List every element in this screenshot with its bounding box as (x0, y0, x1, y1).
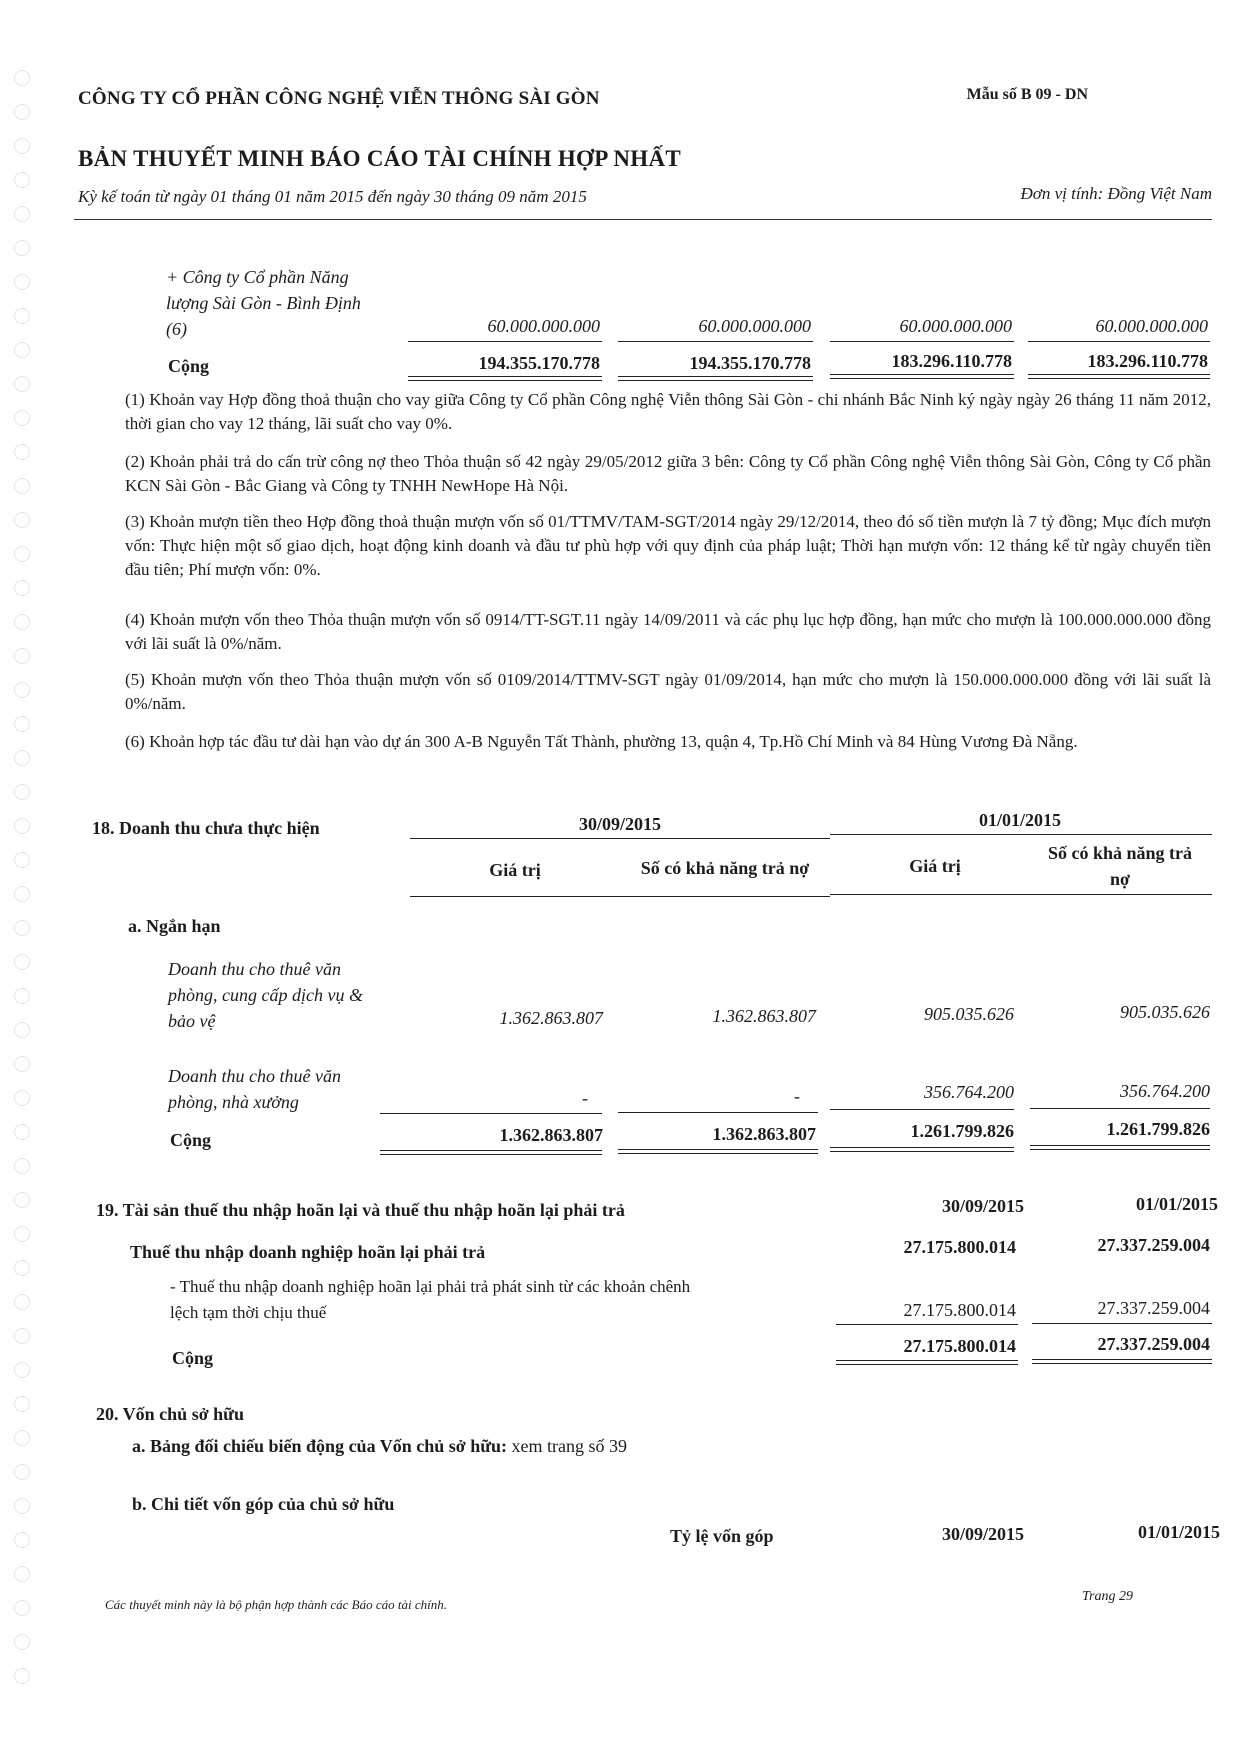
column-header-value: Giá trị (489, 860, 541, 880)
deferred-tax-total-label: Cộng (172, 1348, 214, 1368)
date-header: 01/01/2015 (1137, 1522, 1220, 1542)
footer-note: Các thuyết minh này là bộ phận hợp thành các Báo cáo tài chính. (105, 1597, 447, 1612)
deferred-tax-subtitle: Thuế thu nhập doanh nghiệp hoãn lại phải trả (130, 1242, 486, 1262)
rule (410, 896, 830, 897)
binder-holes (10, 0, 36, 1754)
loan-total-value: 194.355.170.778 (689, 353, 811, 373)
loan-row-value: 60.000.000.000 (487, 316, 600, 336)
revenue-value: 1.362.863.807 (499, 1008, 603, 1028)
double-rule (1032, 1359, 1212, 1364)
loan-row-value: 60.000.000.000 (899, 316, 1012, 336)
date-header: 30/09/2015 (941, 1524, 1024, 1544)
note-6: (6) Khoản hợp tác đầu tư dài hạn vào dự án 300 A-B Nguyễn Tất Thành, phường 13, quận 4, Tp.Hồ Chí Minh và 84 Hùng Vương Đà Nẵng. (125, 732, 1078, 751)
section-20-title: 20. Vốn chủ sở hữu (96, 1404, 244, 1424)
rule (618, 341, 813, 342)
double-rule (380, 1150, 602, 1155)
double-rule (618, 1149, 818, 1154)
form-code: Mẫu số B 09 - DN (966, 86, 1088, 103)
rule (618, 1112, 818, 1113)
date-header: 30/09/2015 (941, 1196, 1024, 1216)
rule (830, 341, 1014, 342)
subsection-short-term: a. Ngắn hạn (128, 916, 221, 936)
column-header-ratio: Tỷ lệ vốn góp (670, 1526, 774, 1546)
section-18-title: 18. Doanh thu chưa thực hiện (92, 818, 320, 838)
double-rule (1030, 1145, 1210, 1150)
period-header: 01/01/2015 (978, 810, 1061, 830)
rule (1030, 1108, 1210, 1109)
loan-total-value: 194.355.170.778 (478, 353, 600, 373)
period-header: 30/09/2015 (578, 814, 661, 834)
rule (380, 1113, 602, 1114)
deferred-tax-value: 27.337.259.004 (1097, 1235, 1210, 1255)
double-rule (836, 1360, 1018, 1365)
date-header: 01/01/2015 (1135, 1194, 1218, 1214)
deferred-tax-item-value: 27.337.259.004 (1097, 1298, 1210, 1318)
column-header-payable: Số có khả năng trả nợ (1047, 843, 1193, 889)
revenue-total-value: 1.261.799.826 (910, 1121, 1014, 1141)
rule (830, 834, 1212, 835)
double-rule (618, 376, 813, 381)
loan-total-label: Cộng (168, 356, 210, 376)
loan-row-label: + Công ty Cổ phần Năng lượng Sài Gòn - Bình Định (6) (166, 267, 361, 339)
revenue-row-label: Doanh thu cho thuê văn phòng, nhà xưởng (168, 1066, 341, 1112)
revenue-value: 905.035.626 (1120, 1002, 1210, 1022)
page-number: Trang 29 (1082, 1589, 1133, 1604)
company-name: CÔNG TY CỔ PHẦN CÔNG NGHỆ VIỄN THÔNG SÀI GÒN (78, 88, 600, 109)
loan-row-value: 60.000.000.000 (698, 316, 811, 336)
header-divider (74, 219, 1212, 220)
currency-unit: Đơn vị tính: Đồng Việt Nam (1020, 184, 1212, 203)
revenue-total-label: Cộng (170, 1130, 212, 1150)
rule (830, 894, 1212, 895)
revenue-total-value: 1.362.863.807 (499, 1125, 603, 1145)
note-3: (3) Khoản mượn tiền theo Hợp đồng thoả thuận mượn vốn số 01/TTMV/TAM-SGT/2014 ngày 29/12/2014, theo đó số tiền mượn là 7 tỷ đồng; Mục đích mượn vốn: Thực hiện một số giao dịch, hoạt động kinh doanh và đầu tư phù hợp với quy định của pháp luật; Thời hạn mượn vốn: 12 tháng kể từ ngày chuyển tiền đầu tiên; Phí mượn vốn: 0%. (125, 512, 1211, 579)
revenue-value: 356.764.200 (1120, 1081, 1210, 1101)
note-2: (2) Khoản phải trả do cấn trừ công nợ theo Thỏa thuận số 42 ngày 29/05/2012 giữa 3 bên: Công ty Cổ phần Công nghệ Viễn thông Sài Gòn, Công ty Cổ phần KCN Sài Gòn - Bắc Giang và Công ty TNHH NewHope Hà Nội. (125, 452, 1211, 495)
rule (410, 838, 830, 839)
deferred-tax-item-label: - Thuế thu nhập doanh nghiệp hoãn lại phải trả phát sinh từ các khoản chênh lệch tạm thời chịu thuế (170, 1277, 691, 1322)
owner-capital-subtitle: b. Chi tiết vốn góp của chủ sở hữu (132, 1494, 395, 1514)
double-rule (408, 376, 602, 381)
note-4: (4) Khoản mượn vốn theo Thỏa thuận mượn vốn số 0914/TT-SGT.11 ngày 14/09/2011 và các phụ lục hợp đồng, hạn mức cho mượn là 100.000.000.000 đồng với lãi suất là 0%/năm. (125, 610, 1211, 653)
revenue-value: 1.362.863.807 (712, 1006, 816, 1026)
deferred-tax-item-value: 27.175.800.014 (903, 1300, 1016, 1320)
document-title: BẢN THUYẾT MINH BÁO CÁO TÀI CHÍNH HỢP NHẤT (78, 146, 682, 171)
revenue-value: 905.035.626 (924, 1004, 1014, 1024)
rule (836, 1324, 1018, 1325)
revenue-value: - (582, 1088, 588, 1108)
double-rule (1028, 374, 1210, 379)
section-19-title: 19. Tài sản thuế thu nhập hoãn lại và thuế thu nhập hoãn lại phải trả (96, 1200, 625, 1220)
column-header-payable: Số có khả năng trả nợ (640, 858, 810, 878)
deferred-tax-total-value: 27.175.800.014 (903, 1336, 1016, 1356)
reporting-period: Kỳ kế toán từ ngày 01 tháng 01 năm 2015 đến ngày 30 tháng 09 năm 2015 (78, 187, 587, 206)
equity-reconciliation-ref: a. Bảng đối chiếu biến động của Vốn chủ sở hữu: xem trang số 39 (132, 1436, 628, 1456)
deferred-tax-total-value: 27.337.259.004 (1097, 1334, 1210, 1354)
loan-row-value: 60.000.000.000 (1095, 316, 1208, 336)
revenue-total-value: 1.261.799.826 (1106, 1119, 1210, 1139)
rule (830, 1109, 1014, 1110)
note-1: (1) Khoản vay Hợp đồng thoả thuận cho vay giữa Công ty Cổ phần Công nghệ Viễn thông Sài Gòn - chi nhánh Bắc Ninh ký ngày ngày 26 tháng 11 năm 2012, thời gian cho vay 12 tháng, lãi suất cho vay 0%. (125, 390, 1211, 433)
note-5: (5) Khoản mượn vốn theo Thỏa thuận mượn vốn số 0109/2014/TTMV-SGT ngày 01/09/2014, hạn mức cho mượn là 150.000.000.000 đồng với lãi suất là 0%/năm. (125, 670, 1211, 713)
column-header-value: Giá trị (909, 856, 961, 876)
rule (408, 341, 602, 342)
revenue-value: - (794, 1086, 800, 1106)
rule (1032, 1323, 1212, 1324)
double-rule (830, 374, 1014, 379)
revenue-total-value: 1.362.863.807 (712, 1124, 816, 1144)
deferred-tax-value: 27.175.800.014 (903, 1237, 1016, 1257)
loan-total-value: 183.296.110.778 (1087, 351, 1208, 371)
rule (1028, 341, 1210, 342)
revenue-value: 356.764.200 (924, 1082, 1014, 1102)
loan-total-value: 183.296.110.778 (891, 351, 1012, 371)
revenue-row-label: Doanh thu cho thuê văn phòng, cung cấp dịch vụ & bảo vệ (168, 959, 363, 1031)
double-rule (830, 1147, 1014, 1152)
